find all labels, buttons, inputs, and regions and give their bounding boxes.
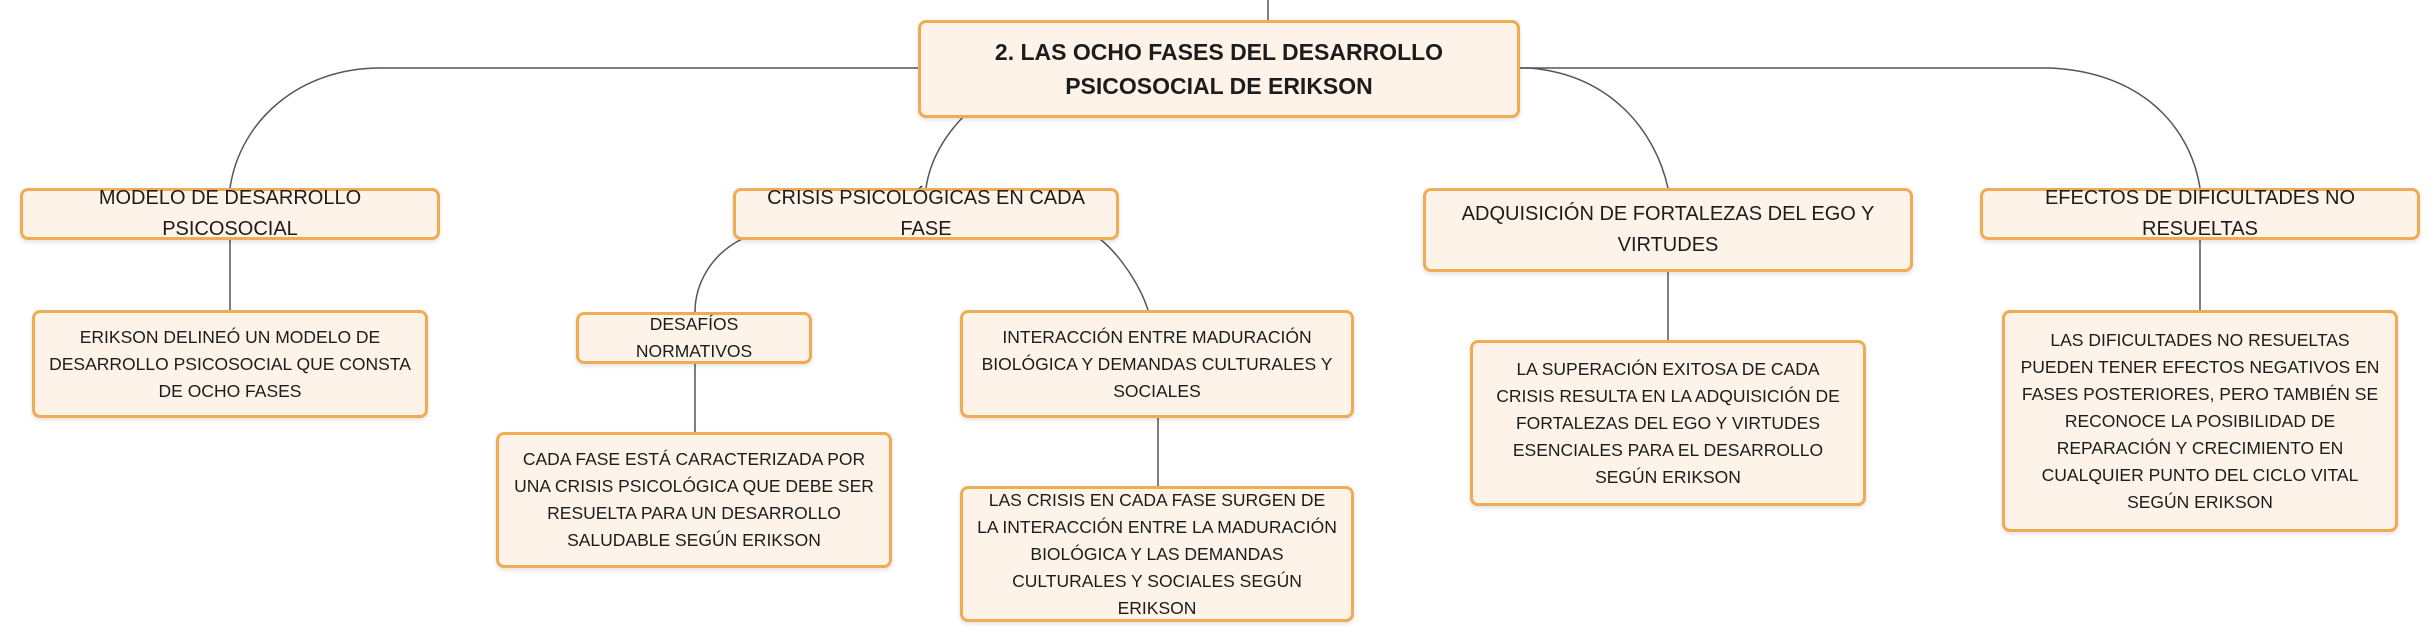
sub-node-interaccion[interactable] — [960, 310, 1354, 418]
connector-topic-2-sub-1 — [695, 239, 742, 312]
topic-node-modelo[interactable] — [20, 188, 440, 240]
topic-node-fortalezas-text: ADQUISICIÓN DE FORTALEZAS DEL EGO Y VIRTUDES — [1461, 203, 1875, 256]
topic-node-fortalezas[interactable] — [1423, 188, 1913, 272]
connector-root-topic-4 — [1518, 68, 2200, 188]
leaf-node-modelo-text: ERIKSON DELINEÓ UN MODELO DE DESARROLLO PSICOSOCIAL QUE CONSTA DE OCHO FASES — [49, 326, 411, 401]
topic-node-crisis-text: CRISIS PSICOLÓGICAS EN CADA FASE — [767, 187, 1085, 240]
topic-node-efectos-text: EFECTOS DE DIFICULTADES NO RESUELTAS — [2044, 187, 2356, 240]
root-node[interactable] — [918, 20, 1520, 118]
leaf-node-desafios[interactable] — [496, 432, 892, 568]
root-node-text: 2. LAS OCHO FASES DEL DESARROLLO PSICOSOCIAL DE ERIKSON — [994, 39, 1444, 99]
leaf-node-efectos[interactable] — [2002, 310, 2398, 532]
sub-node-interaccion-text: INTERACCIÓN ENTRE MADURACIÓN BIOLÓGICA Y DEMANDAS CULTURALES Y SOCIALES — [981, 326, 1333, 401]
sub-node-desafios-text: DESAFÍOS NORMATIVOS — [635, 314, 753, 361]
topic-node-efectos[interactable] — [1980, 188, 2420, 240]
topic-node-crisis[interactable] — [733, 188, 1119, 240]
connector-root-topic-2 — [926, 115, 965, 188]
leaf-node-desafios-text: CADA FASE ESTÁ CARACTERIZADA POR UNA CRISIS PSICOLÓGICA QUE DEBE SER RESUELTA PARA UN DESARROLLO SALUDABLE SEGÚN ERIKSON — [514, 449, 874, 550]
connector-root-topic-1 — [230, 68, 920, 188]
sub-node-desafios[interactable] — [576, 312, 812, 364]
leaf-node-efectos-text: LAS DIFICULTADES NO RESUELTAS PUEDEN TENER EFECTOS NEGATIVOS EN FASES POSTERIORES, PERO TAMBIÉN SE RECONOCE LA POSIBILIDAD DE REPARACIÓN Y CRECIMIENTO EN CUALQUIER PUNTO DEL CICLO VITAL SEGÚN ERIKSON — [2020, 329, 2380, 512]
topic-node-modelo-text: MODELO DE DESARROLLO PSICOSOCIAL — [98, 187, 362, 240]
connector-root-topic-3 — [1518, 68, 1668, 188]
leaf-node-interaccion[interactable] — [960, 486, 1354, 622]
leaf-node-interaccion-text: LAS CRISIS EN CADA FASE SURGEN DE LA INTERACCIÓN ENTRE LA MADURACIÓN BIOLÓGICA Y LAS DEMANDAS CULTURALES Y SOCIALES SEGÚN ERIKSON — [977, 489, 1337, 618]
leaf-node-modelo[interactable] — [32, 310, 428, 418]
leaf-node-fortalezas-text: LA SUPERACIÓN EXITOSA DE CADA CRISIS RESULTA EN LA ADQUISICIÓN DE FORTALEZAS DEL EGO Y VIRTUDES ESENCIALES PARA EL DESARROLLO SEGÚN ERIKSON — [1496, 358, 1840, 487]
leaf-node-fortalezas[interactable] — [1470, 340, 1866, 506]
connector-topic-2-sub-2 — [1100, 239, 1148, 310]
